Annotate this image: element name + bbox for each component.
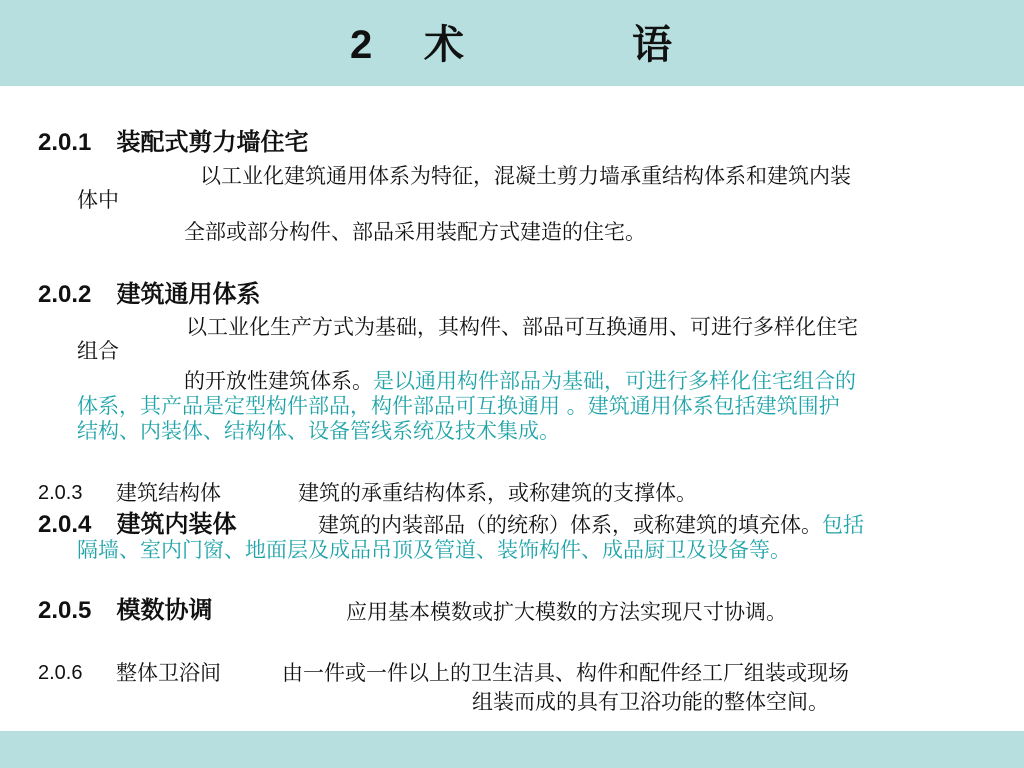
- term-202-line-2: 组合: [77, 339, 119, 363]
- term-204-code: 2.0.4: [38, 511, 92, 538]
- title-char-2: 语: [632, 22, 672, 68]
- term-205-code: 2.0.5: [38, 597, 92, 624]
- term-204-name: 建筑内装体: [116, 510, 237, 538]
- title-char-1: 术: [424, 22, 464, 68]
- term-205-heading: [38, 596, 212, 625]
- term-204-definition-line: [318, 512, 864, 538]
- term-202-teal-2: 体系，其产品是定型构件部品，构件部品可互换通用 。建筑通用体系包括建筑围护: [77, 394, 840, 418]
- term-202-name: 建筑通用体系: [116, 280, 261, 308]
- term-202-heading: [38, 280, 260, 309]
- title-number: 2: [350, 23, 373, 67]
- term-203-definition: 建筑的承重结构体系，或称建筑的支撑体。: [298, 481, 697, 505]
- term-201-code: 2.0.1: [38, 129, 92, 156]
- term-201-line-2: 体中: [77, 188, 119, 212]
- term-202-line-1: 以工业化生产方式为基础，其构件、部品可互换通用、可进行多样化住宅: [186, 315, 858, 339]
- footer-band: [0, 731, 1024, 768]
- term-203-code: 2.0.3: [38, 482, 83, 504]
- term-206-line-2: 组装而成的具有卫浴功能的整体空间。: [472, 690, 829, 714]
- term-202-line-3-black: 的开放性建筑体系。: [184, 369, 373, 393]
- term-204-heading: [38, 510, 236, 539]
- term-202-line-3: [184, 368, 856, 394]
- term-206-name: 整体卫浴间: [116, 661, 221, 685]
- term-202-teal-3: 结构、内装体、结构体、设备管线系统及技术集成。: [77, 419, 560, 443]
- term-201-heading: [38, 128, 308, 157]
- term-204-teal-1: 包括: [822, 513, 864, 537]
- term-206-code: 2.0.6: [38, 662, 83, 684]
- term-205-name: 模数协调: [116, 596, 213, 624]
- term-202-teal-1: 是以通用构件部品为基础，可进行多样化住宅组合的: [373, 369, 856, 393]
- term-203-name: 建筑结构体: [116, 481, 221, 505]
- term-201-line-1: 以工业化建筑通用体系为特征，混凝土剪力墙承重结构体系和建筑内装: [200, 164, 851, 188]
- term-201-line-3: 全部或部分构件、部品采用装配方式建造的住宅。: [184, 220, 646, 244]
- term-205-definition: 应用基本模数或扩大模数的方法实现尺寸协调。: [346, 600, 787, 624]
- term-204-teal-2: 隔墙、室内门窗、地面层及成品吊顶及管道、装饰构件、成品厨卫及设备等。: [77, 538, 791, 562]
- term-201-name: 装配式剪力墙住宅: [116, 128, 309, 156]
- term-206-line-1: 由一件或一件以上的卫生洁具、构件和配件经工厂组装或现场: [282, 661, 849, 685]
- term-204-definition: 建筑的内装部品（的统称）体系，或称建筑的填充体。: [318, 513, 822, 537]
- title-band: [0, 0, 1024, 86]
- term-202-code: 2.0.2: [38, 281, 92, 308]
